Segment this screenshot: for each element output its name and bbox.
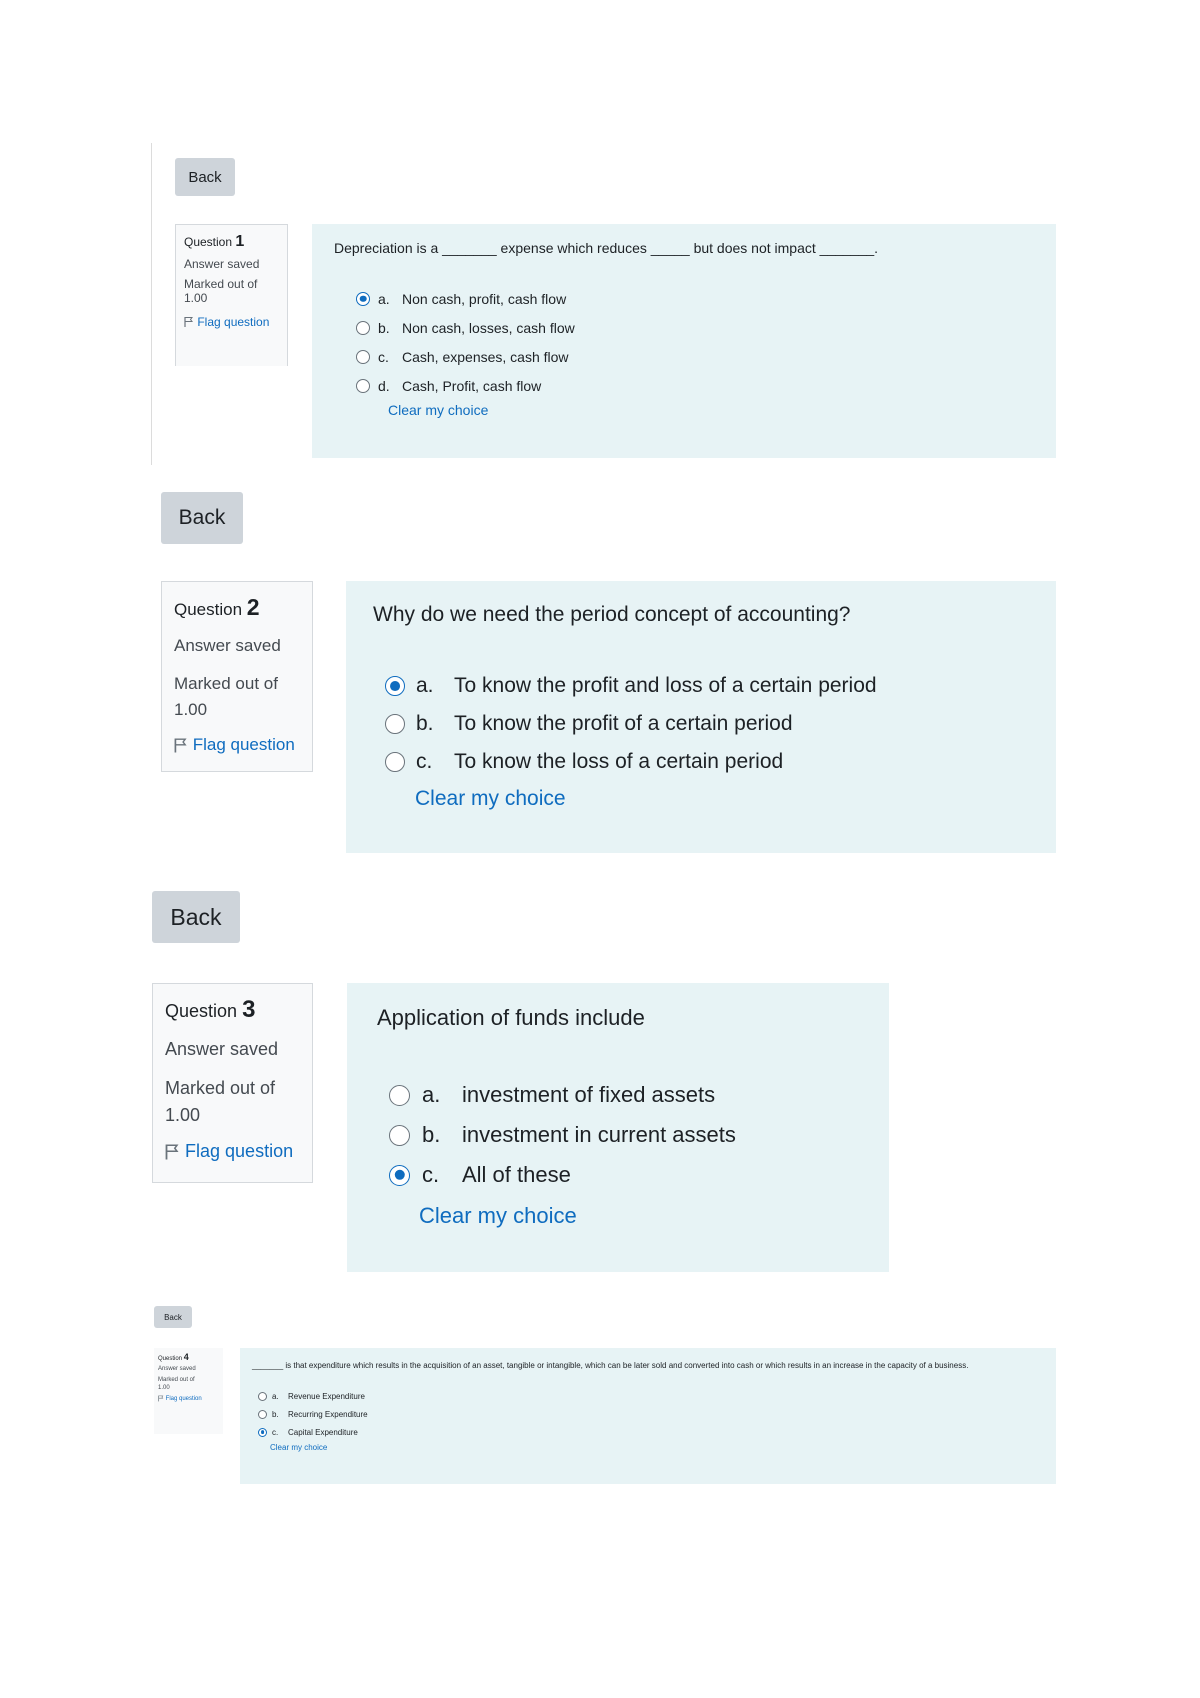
answer-option-d[interactable] <box>356 371 1034 400</box>
question-text: Application of funds include <box>377 1005 645 1030</box>
option-label: Non cash, profit, cash flow <box>402 290 567 307</box>
flag-question-link[interactable]: Flag question <box>174 735 300 755</box>
option-label: To know the loss of a certain period <box>454 750 784 773</box>
back-button[interactable]: Back <box>154 1306 192 1328</box>
question-content <box>346 581 1056 853</box>
question-status: Answer saved <box>158 1366 196 1372</box>
answer-option-c[interactable] <box>385 743 1029 781</box>
radio-unchecked-icon[interactable] <box>258 1410 267 1419</box>
flag-icon <box>165 1143 180 1161</box>
answer-option-b[interactable] <box>258 1405 1044 1423</box>
option-letter: c. <box>422 1162 440 1187</box>
question-info <box>152 983 313 1183</box>
option-label: All of these <box>462 1162 571 1187</box>
radio-unchecked-icon[interactable] <box>389 1125 410 1146</box>
radio-unchecked-icon[interactable] <box>385 752 405 772</box>
option-letter: b. <box>416 712 434 735</box>
question-info <box>161 581 313 772</box>
answer-option-b[interactable] <box>385 705 1029 743</box>
radio-unchecked-icon[interactable] <box>356 321 370 335</box>
clear-choice-link[interactable]: Clear my choice <box>415 787 566 810</box>
question-number: Question 1 <box>184 233 245 250</box>
question-content <box>240 1348 1056 1484</box>
clear-choice-link[interactable]: Clear my choice <box>388 402 489 418</box>
answer-option-a[interactable] <box>385 667 1029 705</box>
question-info <box>175 224 288 366</box>
option-label: Revenue Expenditure <box>288 1391 365 1401</box>
radio-checked-icon[interactable] <box>389 1165 410 1186</box>
option-label: Non cash, losses, cash flow <box>402 319 575 336</box>
question-text: Why do we need the period concept of accounting? <box>373 603 851 626</box>
option-letter: a. <box>272 1391 279 1401</box>
question-text: _______ is that expenditure which results in the acquisition of an asset, tangible or intangible, which can be later sold and converted into cash or which results in an increase in the capacity of a business. <box>252 1361 969 1370</box>
answer-option-a[interactable] <box>258 1387 1044 1405</box>
flag-question-link[interactable]: Flag question <box>165 1141 300 1162</box>
question-grade: Marked out of 1.00 <box>184 277 258 305</box>
answer-options <box>377 1075 859 1195</box>
flag-icon <box>184 316 194 328</box>
question-status: Answer saved <box>165 1039 279 1059</box>
question-divider <box>151 143 152 465</box>
radio-checked-icon[interactable] <box>385 676 405 696</box>
flag-icon <box>158 1395 164 1402</box>
option-letter: b. <box>422 1122 441 1147</box>
question-status: Answer saved <box>184 257 260 271</box>
option-letter: b. <box>272 1409 279 1419</box>
question-grade: Marked out of 1.00 <box>158 1377 195 1391</box>
option-letter: c. <box>272 1427 279 1437</box>
answer-options <box>373 667 1029 781</box>
question-content <box>312 224 1056 458</box>
radio-unchecked-icon[interactable] <box>258 1392 267 1401</box>
radio-checked-icon[interactable] <box>356 292 370 306</box>
option-letter: a. <box>416 674 434 697</box>
option-letter: c. <box>378 348 389 365</box>
question-number: Question 2 <box>174 594 260 620</box>
option-letter: a. <box>422 1082 441 1107</box>
option-letter: a. <box>378 290 390 307</box>
question-info <box>154 1348 223 1434</box>
answer-option-a[interactable] <box>389 1075 859 1115</box>
clear-choice-link[interactable]: Clear my choice <box>419 1203 577 1228</box>
question-grade: Marked out of 1.00 <box>165 1078 276 1125</box>
question-status: Answer saved <box>174 636 281 655</box>
question-number: Question 3 <box>165 996 256 1023</box>
question-number: Question 4 <box>158 1352 189 1362</box>
back-button[interactable]: Back <box>175 158 235 196</box>
answer-option-c[interactable] <box>389 1155 859 1195</box>
answer-options <box>334 284 1034 400</box>
option-label: Cash, Profit, cash flow <box>402 377 542 394</box>
flag-question-link[interactable]: Flag question <box>184 315 279 329</box>
option-letter: d. <box>378 377 390 394</box>
flag-question-link[interactable]: Flag question <box>158 1395 219 1402</box>
option-label: investment of fixed assets <box>462 1082 716 1107</box>
question-text: Depreciation is a _______ expense which reduces _____ but does not impact _______. <box>334 240 879 256</box>
answer-option-a[interactable] <box>356 284 1034 313</box>
answer-option-b[interactable] <box>356 313 1034 342</box>
answer-option-c[interactable] <box>258 1423 1044 1441</box>
clear-choice-link[interactable]: Clear my choice <box>270 1443 328 1452</box>
radio-unchecked-icon[interactable] <box>385 714 405 734</box>
question-content <box>347 983 889 1272</box>
flag-icon <box>174 737 188 754</box>
answer-option-c[interactable] <box>356 342 1034 371</box>
radio-unchecked-icon[interactable] <box>356 379 370 393</box>
option-label: Recurring Expenditure <box>288 1409 368 1419</box>
radio-unchecked-icon[interactable] <box>389 1085 410 1106</box>
option-label: Capital Expenditure <box>288 1427 358 1437</box>
radio-unchecked-icon[interactable] <box>356 350 370 364</box>
answer-option-b[interactable] <box>389 1115 859 1155</box>
option-letter: b. <box>378 319 390 336</box>
option-label: To know the profit of a certain period <box>454 712 793 735</box>
question-grade: Marked out of 1.00 <box>174 674 278 719</box>
answer-options <box>252 1387 1044 1441</box>
back-button[interactable]: Back <box>161 492 243 544</box>
option-label: Cash, expenses, cash flow <box>402 348 569 365</box>
radio-checked-icon[interactable] <box>258 1428 267 1437</box>
option-label: investment in current assets <box>462 1122 736 1147</box>
option-label: To know the profit and loss of a certain period <box>454 674 877 697</box>
option-letter: c. <box>416 750 433 773</box>
back-button[interactable]: Back <box>152 891 240 943</box>
